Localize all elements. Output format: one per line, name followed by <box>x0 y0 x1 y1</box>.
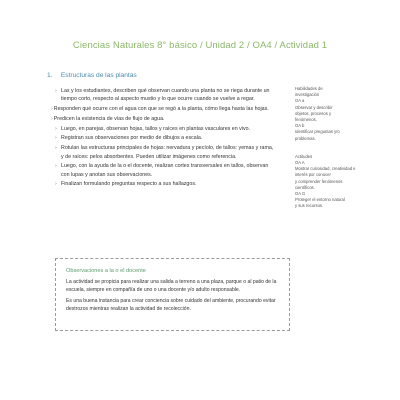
bullet-arrow-icon: › <box>55 125 57 132</box>
list-item-text: Rotulan las estructuras principales de hojas: nervadura y pecíolo, de tallos: yemas y rama, y de raíces: pelos absorbentes. Pueden utilizar imágenes como referencia. <box>61 145 274 160</box>
list-item-text: Predicen la existencia de vías de flujo de agua. <box>53 115 165 122</box>
sidebar-line: y sus recursos. <box>295 203 324 209</box>
list-item-text: Las y los estudiantes, describen qué observan cuando una planta no se riega durante un tiempo corto, respecto al aspecto mustio y lo que ocurre cuando se vuelve a regar. <box>61 88 270 103</box>
sidebar-line: Habilidades de <box>295 86 323 91</box>
list-item <box>55 125 275 133</box>
section-heading <box>47 72 137 79</box>
sidebar-line: OA A <box>295 160 305 166</box>
bullet-arrow-icon: › <box>55 88 57 94</box>
attitudes-block <box>295 154 361 210</box>
section-number: 1. <box>47 72 53 79</box>
teacher-notes-title: Observaciones a la o el docente <box>66 268 146 274</box>
page-header-title: Ciencias Naturales 8° básico / Unidad 2 / OA4 / Actividad 1 <box>72 40 328 51</box>
list-item <box>55 134 275 142</box>
list-item <box>51 115 275 123</box>
sidebar-line: y comprender fenómenos <box>295 178 343 184</box>
sidebar-line: Mostrar curiosidad, creatividad e interés por conocer <box>295 166 356 178</box>
skills-block <box>295 86 361 142</box>
teacher-notes-paragraph: Es una buena instancia para crear conciencia sobre cuidado del ambiente, procurando evitar destrozos mientras realizan la actividad de recolección. <box>66 298 276 312</box>
sidebar-line: Identificar preguntas y/o <box>295 129 340 135</box>
list-item <box>55 144 275 161</box>
list-item-text: Luego, en parejas, observan hojas, tallos y raíces en plantas vasculares en vivo. <box>61 125 251 132</box>
teacher-notes-paragraph: La actividad se propicia para realizar una salida a terreno a una plaza, parque o al patio de la escuela, siempre en compañía de uno o una docente y/o adulto responsable. <box>66 279 277 293</box>
list-item-text: Registran sus observaciones por medio de dibujos a escala. <box>61 135 203 142</box>
list-item <box>51 105 275 113</box>
sidebar-line: objetos, procesos y <box>295 110 332 116</box>
list-item-text: Finalizan formulando preguntas respecto a sus hallazgos. <box>61 181 197 188</box>
sidebar-line: Proteger el entorno natural <box>295 197 345 203</box>
bullet-arrow-icon: › <box>55 135 57 142</box>
list-item <box>55 162 275 179</box>
activity-list <box>51 87 275 190</box>
list-item <box>55 180 275 188</box>
sidebar-line: Actitudes <box>295 153 313 159</box>
sidebar-line: fenómenos. <box>295 117 317 123</box>
list-item-text: Responden qué ocurre con el agua con que se regó a la planta, cómo llega hasta las hojas. <box>53 106 269 113</box>
bullet-arrow-icon: › <box>51 115 53 122</box>
sidebar-line: OA a <box>295 98 305 104</box>
sidebar-line: OA b <box>295 123 305 129</box>
teacher-notes-box <box>55 258 290 331</box>
list-item-text: Luego, con la ayuda de la o el docente, realizan cortes transversales en tallos, observan con lupas y anotan sus observaciones. <box>61 163 269 178</box>
sidebar-objectives <box>295 86 361 222</box>
sidebar-line: investigación <box>295 92 320 98</box>
list-item <box>55 87 275 104</box>
sidebar-line: Observar y describir <box>295 104 333 110</box>
bullet-arrow-icon: › <box>51 106 53 113</box>
bullet-arrow-icon: › <box>55 145 57 152</box>
bullet-arrow-icon: › <box>55 163 57 170</box>
sidebar-line: científicos. <box>295 184 315 190</box>
sidebar-line: OA G <box>295 191 306 197</box>
section-title: Estructuras de las plantas <box>60 72 137 79</box>
bullet-arrow-icon: › <box>55 181 57 188</box>
sidebar-line: problemas. <box>295 135 316 141</box>
